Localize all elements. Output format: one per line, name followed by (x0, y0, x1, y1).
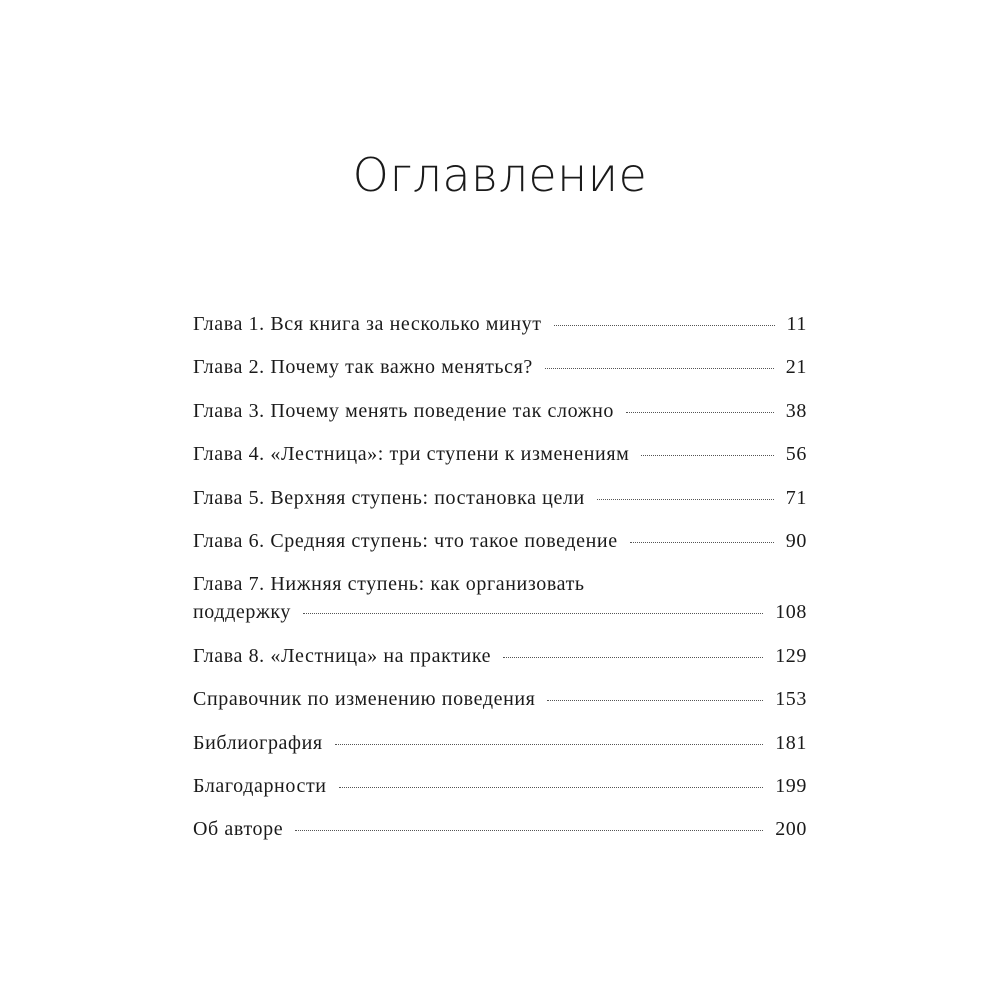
toc-entry-about-author (193, 815, 807, 843)
dot-leader (295, 830, 763, 831)
toc-entry-chapter-2 (193, 353, 807, 381)
toc-entry-page: 56 (785, 443, 807, 466)
dot-leader (547, 700, 763, 701)
toc-entry-title: Глава 1. Вся книга за несколько минут (193, 313, 542, 335)
toc-entry-page: 181 (775, 731, 807, 754)
dot-leader (545, 368, 774, 369)
toc-entry-page: 11 (786, 313, 807, 335)
toc-entry-chapter-1 (193, 310, 807, 338)
toc-entry-bibliography (193, 729, 807, 757)
dot-leader (626, 412, 774, 413)
toc-entry-chapter-3 (193, 397, 807, 425)
dot-leader (641, 455, 773, 456)
toc-entry-title: Об авторе (193, 818, 284, 841)
dot-leader (597, 499, 774, 500)
dot-leader (339, 787, 764, 788)
toc-entry-chapter-5 (193, 484, 807, 512)
toc-entry-title: Глава 6. Средняя ступень: что такое поведение (193, 529, 618, 552)
toc-entry-handbook (193, 685, 807, 713)
toc-entry-chapter-4 (193, 440, 807, 468)
toc-entry-page: 71 (785, 486, 807, 509)
toc-entry-title: Глава 8. «Лестница» на практике (193, 644, 492, 667)
toc-entry-page: 199 (775, 774, 807, 797)
dot-leader (630, 542, 774, 543)
toc-entry-title: Глава 3. Почему менять поведение так сложно (193, 399, 615, 422)
toc-entry-title-line-2: поддержку (193, 601, 292, 624)
toc-entry-page: 153 (775, 688, 807, 711)
toc-entry-title: Библиография (193, 731, 323, 754)
toc-entry-chapter-7 (193, 570, 807, 626)
dot-leader (303, 613, 763, 614)
toc-entry-acknowledgements (193, 772, 807, 800)
toc-entry-title: Глава 4. «Лестница»: три ступени к изменениям (193, 443, 630, 466)
toc-entry-title: Глава 5. Верхняя ступень: постановка цели (193, 486, 585, 509)
toc-entry-chapter-6 (193, 527, 807, 555)
toc-entry-page: 90 (785, 529, 807, 552)
toc-entry-title: Глава 2. Почему так важно меняться? (193, 356, 533, 379)
toc-entry-page: 200 (775, 818, 807, 841)
toc-entry-title: Справочник по изменению поведения (193, 688, 536, 711)
toc-entry-chapter-8 (193, 642, 807, 670)
table-of-contents (193, 310, 807, 859)
toc-entry-page: 129 (775, 644, 807, 667)
page-title: Оглавление (352, 148, 648, 202)
dot-leader (503, 657, 763, 658)
toc-entry-title-line-1: Глава 7. Нижняя ступень: как организовать (193, 573, 585, 596)
dot-leader (335, 744, 763, 745)
toc-entry-title: Благодарности (193, 774, 327, 797)
toc-entry-page: 108 (775, 601, 807, 624)
dot-leader (554, 325, 775, 326)
toc-entry-page: 38 (785, 399, 807, 422)
toc-entry-page: 21 (785, 356, 807, 379)
